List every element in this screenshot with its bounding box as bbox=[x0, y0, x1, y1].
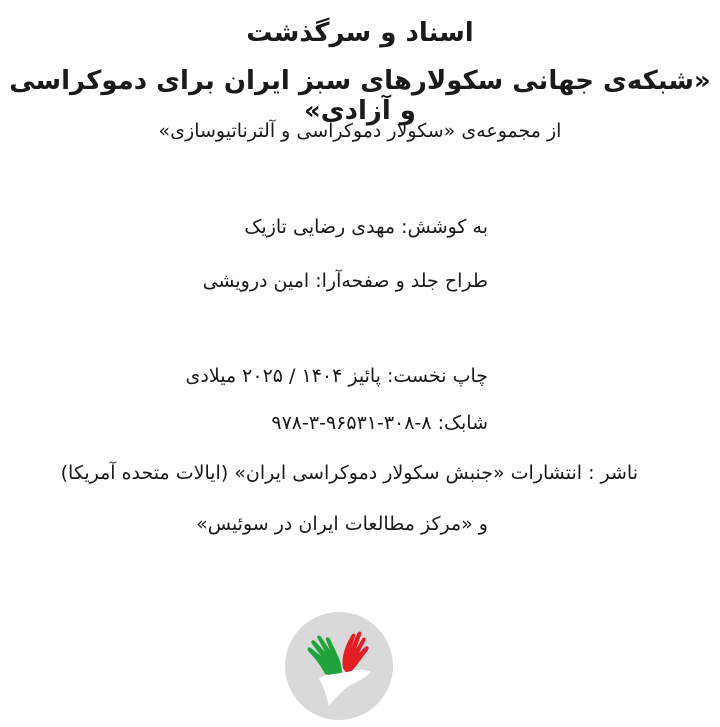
document-title-line-2: «شبکه‌ی جهانی سکولارهای سبز ایران برای دموکراسی و آزادی» bbox=[9, 66, 711, 126]
series-subtitle: از مجموعه‌ی «سکولار دموکراسی و آلترناتیوسازی» bbox=[158, 120, 562, 142]
publisher-line-1: ناشر : انتشارات «جنبش سکولار دموکراسی ایران» (ایالات متحده آمریکا) bbox=[60, 462, 638, 484]
publisher-line-2: و «مرکز مطالعات ایران در سوئیس» bbox=[196, 513, 488, 535]
first-print-date: چاپ نخست: پائیز ۱۴۰۴ / ۲۰۲۵ میلادی bbox=[185, 365, 488, 387]
isbn: شابک: ۸-۳۰۸-۹۶۵۳۱-۳-۹۷۸ bbox=[271, 412, 488, 434]
compiler-credit: به کوشش: مهدی رضایی تازیک bbox=[244, 216, 488, 238]
document-title-line-1: اسناد و سرگذشت bbox=[246, 18, 474, 48]
hands-dove-logo-icon bbox=[285, 612, 393, 720]
designer-credit: طراح جلد و صفحه‌آرا: امین درویشی bbox=[202, 270, 488, 292]
